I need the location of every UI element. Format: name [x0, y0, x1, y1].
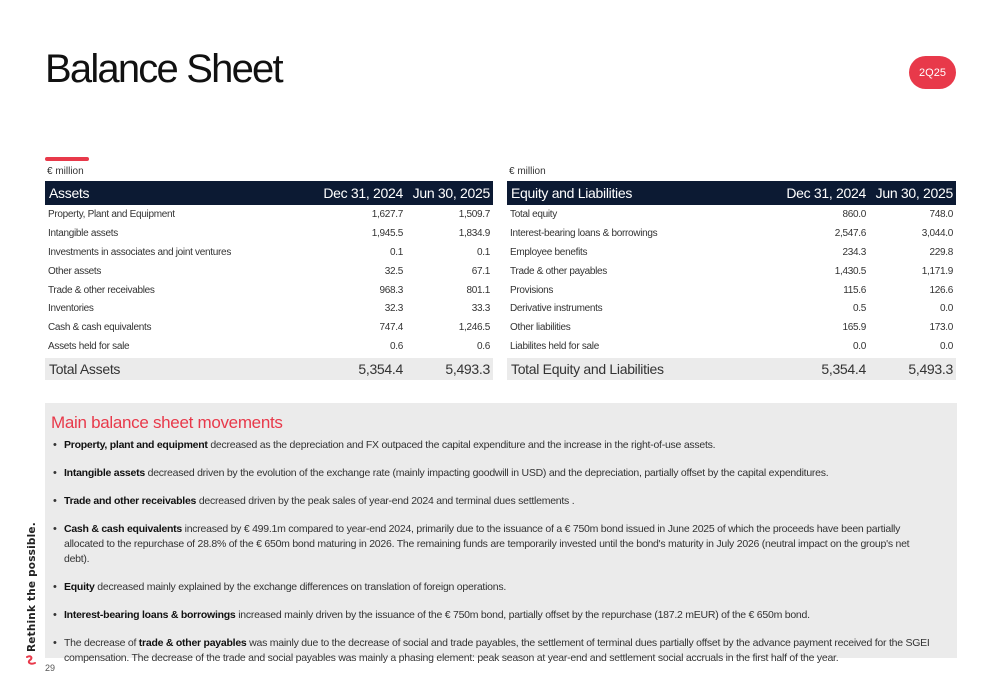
row-value-jun-2025: 67.1: [471, 265, 490, 277]
period-badge: 2Q25: [909, 56, 956, 89]
row-value-dec-2024: 2,547.6: [834, 227, 866, 239]
list-item: [51, 494, 937, 509]
row-label: Trade & other receivables: [48, 284, 155, 296]
movements-title: Main balance sheet movements: [51, 413, 283, 432]
total-value-jun-2025: 5,493.3: [908, 361, 953, 378]
row-value-dec-2024: 234.3: [842, 246, 866, 258]
row-value-dec-2024: 968.3: [379, 284, 403, 296]
assets-table: [45, 163, 493, 380]
table-row: [45, 243, 493, 262]
bullet-text: decreased driven by the evolution of the exchange rate (mainly impacting goodwill in USD) and the depreciation, partially offset by the capital expenditures.: [144, 467, 829, 479]
row-label: Employee benefits: [510, 246, 588, 258]
row-label: Investments in associates and joint ventures: [48, 246, 232, 258]
bullet-text: increased by € 499.1m compared to year-end 2024, primarily due to the issuance of a € 750m bond issued in June 2025 of which the proceeds have been partially allocated to the repurchase of 28.8% of the € 650m bond maturing in 2026. The remaining funds are temporarily invested until the bond's maturity in July 2026 (neutral impact on the group's net debt).: [64, 523, 910, 565]
bullet-text: decreased driven by the peak sales of year-end 2024 and terminal dues settlements .: [196, 495, 575, 507]
bullet-keyword: Equity: [64, 581, 95, 593]
list-item: [51, 608, 937, 623]
table-row: [45, 224, 493, 243]
list-item: [51, 438, 937, 453]
row-label: Assets held for sale: [48, 341, 130, 353]
liabilities-header-dec-2024: Dec 31, 2024: [786, 185, 866, 201]
row-label: Trade & other payables: [510, 265, 607, 277]
liabilities-header-jun-2025: Jun 30, 2025: [875, 185, 953, 201]
table-row: [507, 205, 956, 224]
table-row: [507, 262, 956, 281]
row-value-jun-2025: 801.1: [466, 284, 490, 296]
bullet-text: was mainly due to the decrease of social and trade payables, the settlement of terminal dues partially offset by the advance payment received for the SGEI compensation. The decrease of the trade and social payables was mainly a phasing element: peak season at year-end and settlement social accruals in the first half of the year.: [64, 637, 930, 664]
row-value-dec-2024: 1,430.5: [834, 265, 866, 277]
total-value-jun-2025: 5,493.3: [445, 361, 490, 378]
row-value-jun-2025: 1,246.5: [458, 322, 490, 334]
row-value-jun-2025: 0.0: [939, 303, 953, 315]
total-liabilities-row: [507, 358, 956, 380]
assets-header-jun-2025: Jun 30, 2025: [412, 185, 490, 201]
row-value-jun-2025: 229.8: [929, 246, 953, 258]
list-item: [51, 636, 937, 666]
row-value-jun-2025: 3,044.0: [921, 227, 953, 239]
assets-header-dec-2024: Dec 31, 2024: [323, 185, 403, 201]
bullet-keyword: Trade and other receivables: [64, 495, 197, 507]
total-value-dec-2024: 5,354.4: [821, 361, 866, 378]
bullet-keyword: Property, plant and equipment: [64, 439, 208, 451]
bullet-text: decreased as the depreciation and FX outpaced the capital expenditure and the increase in the right-of-use assets.: [207, 439, 716, 451]
bullet-text: increased mainly driven by the issuance of the € 750m bond, partially offset by the repurchase (187.2 mEUR) of the € 650m bond.: [235, 609, 810, 621]
row-value-dec-2024: 1,627.7: [371, 208, 403, 220]
liabilities-table-header: [507, 181, 956, 205]
table-row: [507, 243, 956, 262]
row-value-jun-2025: 0.1: [476, 246, 490, 258]
total-assets-row: [45, 358, 493, 380]
row-value-dec-2024: 860.0: [842, 208, 866, 220]
row-label: Total equity: [510, 208, 557, 220]
row-label: Cash & cash equivalents: [48, 322, 152, 334]
row-value-jun-2025: 748.0: [929, 208, 953, 220]
row-label: Inventories: [48, 303, 94, 315]
list-item: [51, 522, 937, 567]
total-value-dec-2024: 5,354.4: [358, 361, 403, 378]
bullet-prefix: The decrease of: [64, 637, 139, 649]
table-row: [45, 299, 493, 318]
row-value-jun-2025: 173.0: [929, 322, 953, 334]
table-row: [507, 224, 956, 243]
row-value-jun-2025: 0.0: [939, 341, 953, 353]
movements-list: [51, 438, 937, 666]
row-value-jun-2025: 1,834.9: [458, 227, 490, 239]
row-value-dec-2024: 747.4: [379, 322, 403, 334]
table-row: [45, 318, 493, 337]
row-label: Intangible assets: [48, 227, 118, 239]
bullet-text: decreased mainly explained by the exchange differences on translation of foreign operations.: [94, 581, 507, 593]
liabilities-unit-label: € million: [509, 166, 546, 177]
row-value-dec-2024: 0.6: [389, 341, 403, 353]
row-label: Other liabilities: [510, 322, 571, 334]
assets-unit-label: € million: [47, 166, 84, 177]
liabilities-header-label: Equity and Liabilities: [511, 185, 633, 201]
row-value-dec-2024: 32.3: [384, 303, 403, 315]
row-label: Property, Plant and Equipment: [48, 208, 175, 220]
row-value-jun-2025: 33.3: [471, 303, 490, 315]
row-label: Interest-bearing loans & borrowings: [510, 227, 658, 239]
assets-header-label: Assets: [49, 185, 90, 201]
brand-logo-icon: [25, 654, 37, 666]
table-row: [507, 318, 956, 337]
row-value-jun-2025: 1,171.9: [921, 265, 953, 277]
assets-table-header: [45, 181, 493, 205]
total-label: Total Equity and Liabilities: [511, 361, 664, 378]
row-label: Derivative instruments: [510, 303, 603, 315]
row-label: Other assets: [48, 265, 102, 277]
table-row: [45, 205, 493, 224]
table-row: [45, 337, 493, 356]
row-value-dec-2024: 115.6: [843, 284, 866, 296]
row-label: Liabilites held for sale: [510, 341, 599, 353]
table-row: [507, 299, 956, 318]
bullet-keyword: Interest-bearing loans & borrowings: [64, 609, 236, 621]
row-value-jun-2025: 0.6: [476, 341, 490, 353]
row-value-jun-2025: 1,509.7: [458, 208, 490, 220]
page-number: 29: [45, 663, 56, 673]
row-value-dec-2024: 0.1: [389, 246, 403, 258]
list-item: [51, 580, 937, 595]
list-item: [51, 466, 937, 481]
table-row: [507, 337, 956, 356]
accent-bar: [45, 157, 89, 161]
liabilities-table: [507, 163, 956, 380]
table-row: [507, 281, 956, 300]
page-title: Balance Sheet: [45, 47, 282, 91]
row-value-dec-2024: 165.9: [842, 322, 866, 334]
table-row: [45, 262, 493, 281]
row-value-dec-2024: 32.5: [384, 265, 403, 277]
total-label: Total Assets: [49, 361, 121, 378]
brand-tagline: Rethink the possible.: [26, 522, 38, 652]
row-value-dec-2024: 0.5: [852, 303, 866, 315]
row-value-dec-2024: 0.0: [852, 341, 866, 353]
bullet-keyword: trade & other payables: [138, 637, 247, 649]
bullet-keyword: Cash & cash equivalents: [64, 523, 182, 535]
bullet-keyword: Intangible assets: [64, 467, 145, 479]
row-value-jun-2025: 126.6: [929, 284, 953, 296]
movements-panel: [45, 403, 957, 664]
row-value-dec-2024: 1,945.5: [371, 227, 403, 239]
row-label: Provisions: [510, 284, 554, 296]
table-row: [45, 281, 493, 300]
